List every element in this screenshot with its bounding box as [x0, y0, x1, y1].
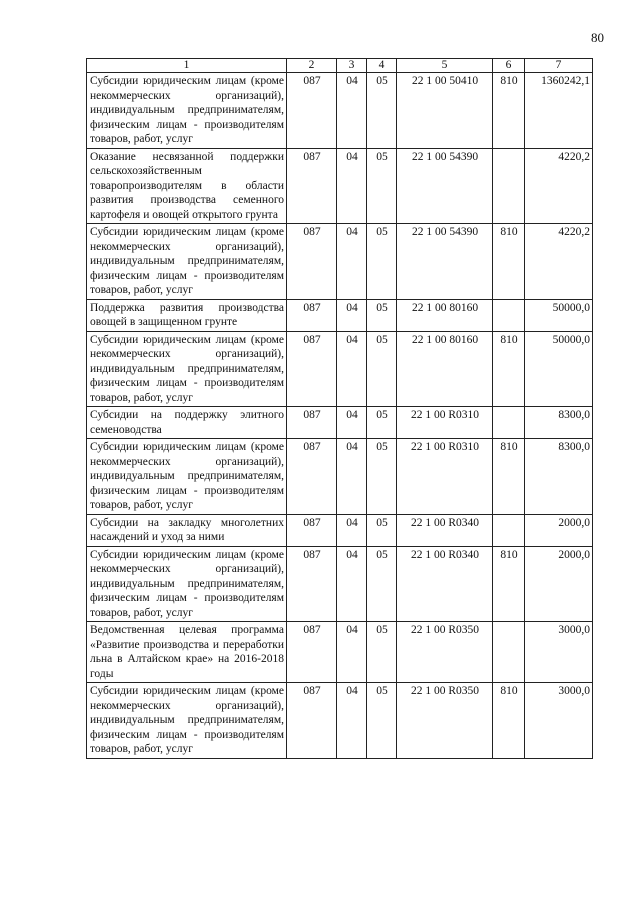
amount-cell: 3000,0 — [525, 683, 593, 759]
ministry-code-cell: 087 — [287, 407, 337, 439]
expense-type-cell: 810 — [493, 546, 525, 622]
amount-cell: 2000,0 — [525, 546, 593, 622]
header-row — [87, 59, 593, 73]
row-name-cell: Ведомственная целевая программа «Развитие производства и переработки льна в Алтайском крае» на 2016-2018 годы — [87, 622, 287, 683]
target-article-cell: 22 1 00 R0340 — [397, 546, 493, 622]
amount-cell: 4220,2 — [525, 148, 593, 224]
table-row — [87, 224, 593, 300]
table-row — [87, 683, 593, 759]
subsection-code-cell: 05 — [367, 224, 397, 300]
subsection-code-cell: 05 — [367, 546, 397, 622]
ministry-code-cell: 087 — [287, 514, 337, 546]
budget-table — [86, 58, 593, 759]
subsection-code-cell: 05 — [367, 407, 397, 439]
table-row — [87, 514, 593, 546]
section-code-cell: 04 — [337, 148, 367, 224]
row-name-cell: Субсидии юридическим лицам (кроме некоммерческих организаций), индивидуальным предпринимателям, физическим лицам - производителям товаров, работ, услуг — [87, 224, 287, 300]
header-cell: 3 — [337, 59, 367, 73]
section-code-cell: 04 — [337, 683, 367, 759]
amount-cell: 4220,2 — [525, 224, 593, 300]
amount-cell: 50000,0 — [525, 331, 593, 407]
expense-type-cell — [493, 622, 525, 683]
header-cell: 6 — [493, 59, 525, 73]
target-article-cell: 22 1 00 54390 — [397, 224, 493, 300]
row-name-cell: Субсидии юридическим лицам (кроме некоммерческих организаций), индивидуальным предпринимателям, физическим лицам - производителям товаров, работ, услуг — [87, 546, 287, 622]
expense-type-cell — [493, 148, 525, 224]
section-code-cell: 04 — [337, 407, 367, 439]
subsection-code-cell: 05 — [367, 148, 397, 224]
row-name-cell: Субсидии юридическим лицам (кроме некоммерческих организаций), индивидуальным предпринимателям, физическим лицам - производителям товаров, работ, услуг — [87, 73, 287, 149]
amount-cell: 3000,0 — [525, 622, 593, 683]
target-article-cell: 22 1 00 R0340 — [397, 514, 493, 546]
expense-type-cell: 810 — [493, 73, 525, 149]
subsection-code-cell: 05 — [367, 439, 397, 515]
ministry-code-cell: 087 — [287, 439, 337, 515]
section-code-cell: 04 — [337, 73, 367, 149]
ministry-code-cell: 087 — [287, 73, 337, 149]
section-code-cell: 04 — [337, 224, 367, 300]
header-cell: 2 — [287, 59, 337, 73]
section-code-cell: 04 — [337, 299, 367, 331]
row-name-cell: Субсидии юридическим лицам (кроме некоммерческих организаций), индивидуальным предпринимателям, физическим лицам - производителям товаров, работ, услуг — [87, 439, 287, 515]
target-article-cell: 22 1 00 R0310 — [397, 439, 493, 515]
target-article-cell: 22 1 00 R0350 — [397, 622, 493, 683]
section-code-cell: 04 — [337, 439, 367, 515]
table-row — [87, 148, 593, 224]
page-number: 80 — [591, 30, 604, 45]
section-code-cell: 04 — [337, 622, 367, 683]
ministry-code-cell: 087 — [287, 546, 337, 622]
subsection-code-cell: 05 — [367, 622, 397, 683]
amount-cell: 2000,0 — [525, 514, 593, 546]
target-article-cell: 22 1 00 50410 — [397, 73, 493, 149]
amount-cell: 8300,0 — [525, 407, 593, 439]
section-code-cell: 04 — [337, 514, 367, 546]
amount-cell: 8300,0 — [525, 439, 593, 515]
table-row — [87, 331, 593, 407]
row-name-cell: Оказание несвязанной поддержки сельскохозяйственным товаропроизводителям в области развития производства семенного картофеля и овощей открытого грунта — [87, 148, 287, 224]
target-article-cell: 22 1 00 80160 — [397, 299, 493, 331]
expense-type-cell — [493, 299, 525, 331]
target-article-cell: 22 1 00 80160 — [397, 331, 493, 407]
target-article-cell: 22 1 00 54390 — [397, 148, 493, 224]
ministry-code-cell: 087 — [287, 683, 337, 759]
subsection-code-cell: 05 — [367, 331, 397, 407]
row-name-cell: Субсидии юридическим лицам (кроме некоммерческих организаций), индивидуальным предпринимателям, физическим лицам - производителям товаров, работ, услуг — [87, 331, 287, 407]
expense-type-cell: 810 — [493, 439, 525, 515]
header-cell: 1 — [87, 59, 287, 73]
header-cell: 5 — [397, 59, 493, 73]
subsection-code-cell: 05 — [367, 73, 397, 149]
subsection-code-cell: 05 — [367, 299, 397, 331]
header-cell: 4 — [367, 59, 397, 73]
expense-type-cell: 810 — [493, 224, 525, 300]
table-row — [87, 546, 593, 622]
row-name-cell: Субсидии на поддержку элитного семеноводства — [87, 407, 287, 439]
target-article-cell: 22 1 00 R0350 — [397, 683, 493, 759]
table-row — [87, 73, 593, 149]
table-row — [87, 439, 593, 515]
ministry-code-cell: 087 — [287, 331, 337, 407]
section-code-cell: 04 — [337, 331, 367, 407]
table-row — [87, 299, 593, 331]
amount-cell: 50000,0 — [525, 299, 593, 331]
ministry-code-cell: 087 — [287, 622, 337, 683]
header-cell: 7 — [525, 59, 593, 73]
ministry-code-cell: 087 — [287, 299, 337, 331]
expense-type-cell: 810 — [493, 683, 525, 759]
subsection-code-cell: 05 — [367, 514, 397, 546]
row-name-cell: Поддержка развития производства овощей в защищенном грунте — [87, 299, 287, 331]
ministry-code-cell: 087 — [287, 148, 337, 224]
row-name-cell: Субсидии юридическим лицам (кроме некоммерческих организаций), индивидуальным предпринимателям, физическим лицам - производителям товаров, работ, услуг — [87, 683, 287, 759]
row-name-cell: Субсидии на закладку многолетних насаждений и уход за ними — [87, 514, 287, 546]
expense-type-cell — [493, 407, 525, 439]
section-code-cell: 04 — [337, 546, 367, 622]
table-row — [87, 407, 593, 439]
target-article-cell: 22 1 00 R0310 — [397, 407, 493, 439]
amount-cell: 1360242,1 — [525, 73, 593, 149]
expense-type-cell: 810 — [493, 331, 525, 407]
ministry-code-cell: 087 — [287, 224, 337, 300]
subsection-code-cell: 05 — [367, 683, 397, 759]
expense-type-cell — [493, 514, 525, 546]
table-row — [87, 622, 593, 683]
